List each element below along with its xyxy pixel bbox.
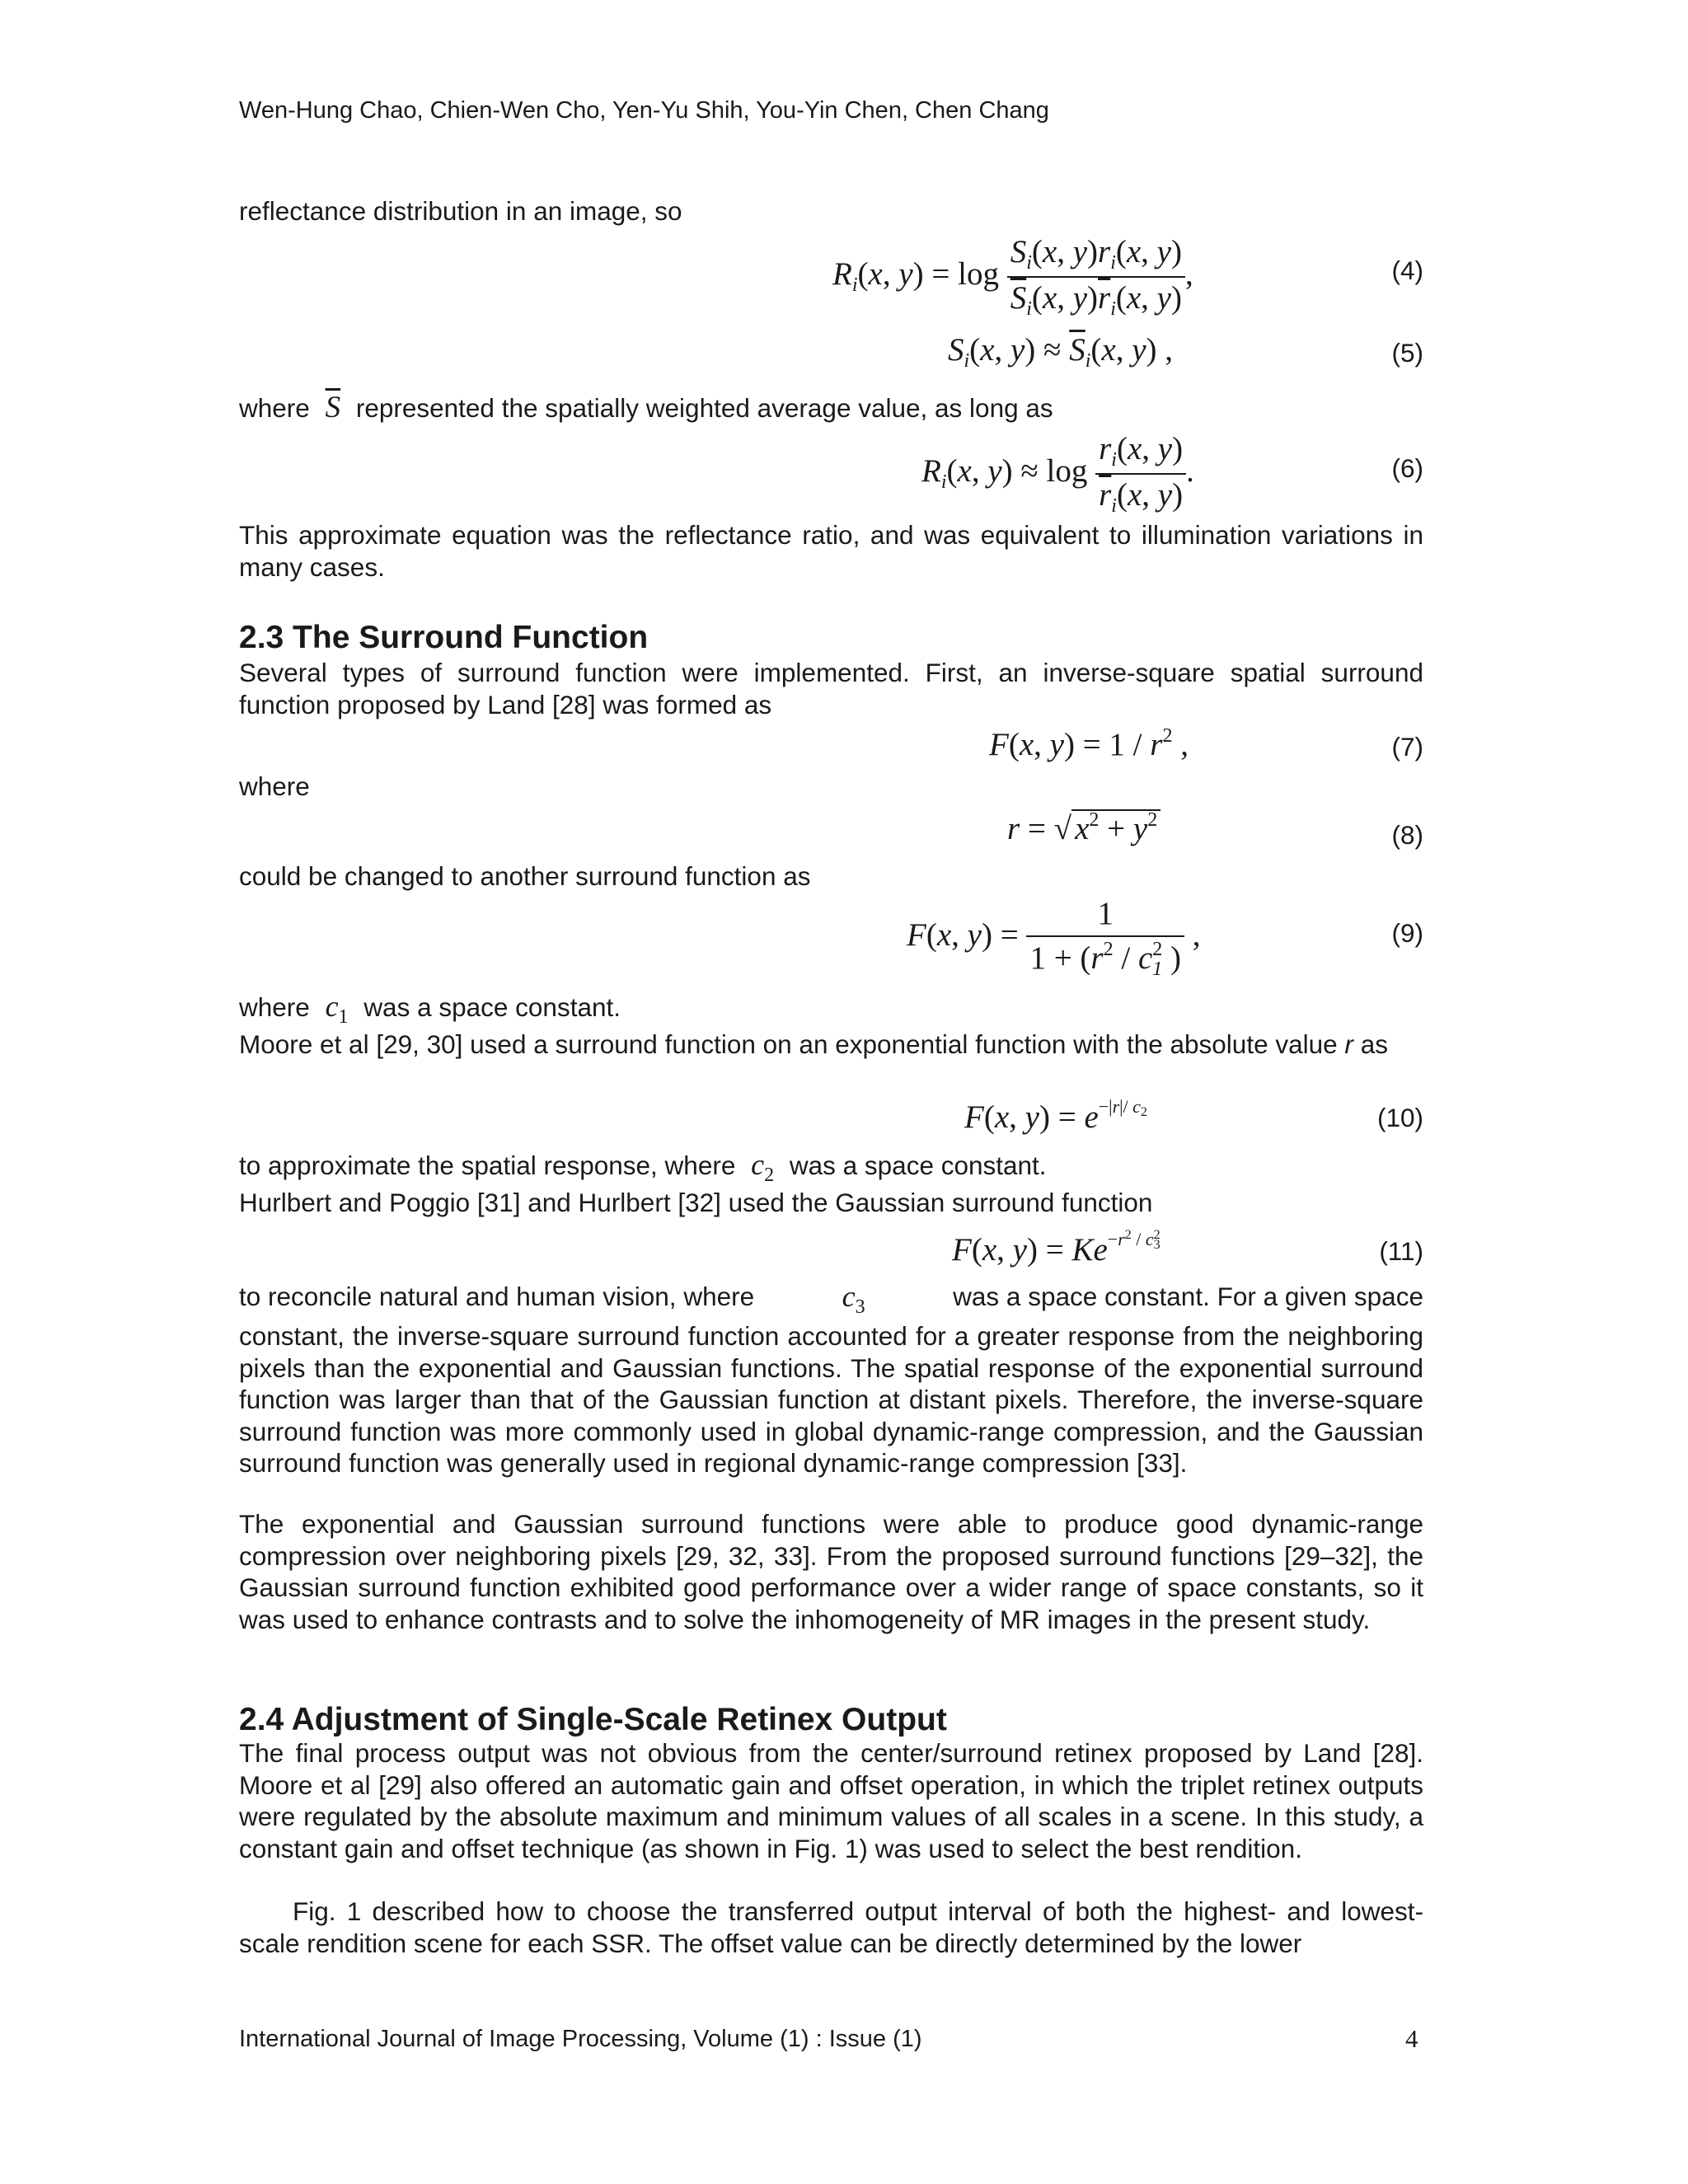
approx-end: was a space constant.: [789, 1151, 1047, 1180]
footer-journal: International Journal of Image Processing, Volume (1) : Issue (1): [239, 2026, 922, 2052]
paragraph-changed: could be changed to another surround function as: [239, 861, 811, 891]
equation-10: F(x, $y) = e^{-|r|/ c2}$: [964, 1096, 1147, 1135]
page-number: 4: [1405, 2024, 1418, 2053]
c-symbol: c: [842, 1280, 856, 1313]
where-s-text: represented the spatially weighted average value, as long as: [355, 393, 1053, 423]
equation-6: $R_i(x$, y) ≈ log $\frac{r_i(x, y)}{\overline{r}_i(x, y)}$ .: [921, 431, 1194, 517]
paragraph-moore: [239, 1029, 1423, 1061]
equation-number-9: (9): [1391, 918, 1423, 948]
c-subscript: 1: [338, 1006, 349, 1028]
equation-number-10: (10): [1376, 1103, 1423, 1132]
c-symbol: c: [751, 1148, 765, 1181]
equation-7: F(x, $y) = 1 / r^2$ ,: [989, 725, 1189, 762]
s-bar-symbol: $\overline{S}$: [325, 391, 341, 424]
equation-5: $S_i(x$, $y) \approx \overline{S}_i(x$, y) ,: [948, 332, 1173, 372]
paragraph-space-constant: constant, the inverse-square surround function accounted for a greater response from the neighboring pixels than the exponential and Gaussian functions. The spatial response of the exponential surround function was larger than that of the Gaussian function at distant pixels. Therefore, the inverse-square surround function was more commonly used in global dynamic-range compression, and the Gaussian surround function was generally used in regional dynamic-range compression [33].: [239, 1321, 1423, 1478]
where-c1-text: was a space constant.: [363, 992, 621, 1022]
equation-number-11: (11): [1379, 1236, 1423, 1266]
equation-number-7: (7): [1391, 732, 1423, 762]
moore-text: Moore et al [29, 30] used a surround function on an exponential function with the absolute value: [239, 1029, 1338, 1059]
c-subscript: 2: [764, 1165, 775, 1186]
paragraph-fig1: Fig. 1 described how to choose the transferred output interval of both the highest- and lowest-scale rendition scene for each SSR. The offset value can be directly determined by the lower: [239, 1896, 1423, 1958]
equation-number-4: (4): [1391, 255, 1423, 285]
c-subscript: 3: [855, 1296, 865, 1318]
paragraph-where-s: [239, 392, 1053, 424]
approx-text: to approximate the spatial response, where: [239, 1151, 736, 1180]
where-label: where: [239, 393, 310, 423]
where-label: where: [239, 992, 310, 1022]
equation-11: F(x, $y) = Ke^{-r^2 / c^23}$: [952, 1228, 1160, 1268]
paragraph-where-c1: [239, 991, 621, 1033]
paragraph-intro: reflectance distribution in an image, so: [239, 196, 682, 226]
reconcile-end: was a space constant. For a given space: [953, 1282, 1423, 1311]
reconcile-text: to reconcile natural and human vision, where: [239, 1282, 755, 1311]
c-symbol: c: [325, 990, 339, 1023]
equation-8: r = √ $x^2 + y^2$: [1007, 809, 1160, 847]
paragraph-approximate-spatial: [239, 1149, 1047, 1191]
section-heading-2-4: 2.4 Adjustment of Single-Scale Retinex Output: [239, 1702, 947, 1737]
paragraph-exponential-gaussian: The exponential and Gaussian surround functions were able to produce good dynamic-range compression over neighboring pixels [29, 32, 33]. From the proposed surround functions [29–32], the Gaussian surround function exhibited good performance over a wider range of space constants, so it was used to enhance contrasts and to solve the inhomogeneity of MR images in the present study.: [239, 1509, 1423, 1634]
paragraph-reconcile-line: [239, 1281, 1423, 1323]
equation-9: F(x, y) = $\frac{1}{1 + (r^2 / c^2_1 )}$ ,: [907, 896, 1201, 980]
running-header: Wen-Hung Chao, Chien-Wen Cho, Yen-Yu Shih, You-Yin Chen, Chen Chang: [239, 97, 1049, 124]
equation-4: $R_i(x$, y) = log $\frac{S_i(x, y)r_i(x, y)}{\overline{S}_i(x, y)\overline{r}_i(x, y)}$ ,: [832, 234, 1193, 320]
paragraph-where-1: where: [239, 771, 310, 801]
paragraph-surround-intro: Several types of surround function were implemented. First, an inverse-square spatial surround function proposed by Land [28] was formed as: [239, 658, 1423, 719]
equation-number-5: (5): [1391, 338, 1423, 368]
variable-r: r: [1344, 1029, 1353, 1059]
moore-end: as: [1360, 1029, 1388, 1059]
equation-number-6: (6): [1391, 453, 1423, 483]
section-heading-2-3: 2.3 The Surround Function: [239, 620, 649, 655]
paragraph-approximate: This approximate equation was the reflectance ratio, and was equivalent to illumination variations in many cases.: [239, 520, 1423, 582]
paragraph-final-process: The final process output was not obvious from the center/surround retinex proposed by Land [28]. Moore et al [29] also offered an automatic gain and offset operation, in which the triplet retinex outputs were regulated by the absolute maximum and minimum values of all scales in a scene. In this study, a constant gain and offset technique (as shown in Fig. 1) was used to select the best rendition.: [239, 1738, 1423, 1863]
paragraph-hurlbert: Hurlbert and Poggio [31] and Hurlbert [32] used the Gaussian surround function: [239, 1188, 1153, 1217]
equation-number-8: (8): [1391, 820, 1423, 850]
